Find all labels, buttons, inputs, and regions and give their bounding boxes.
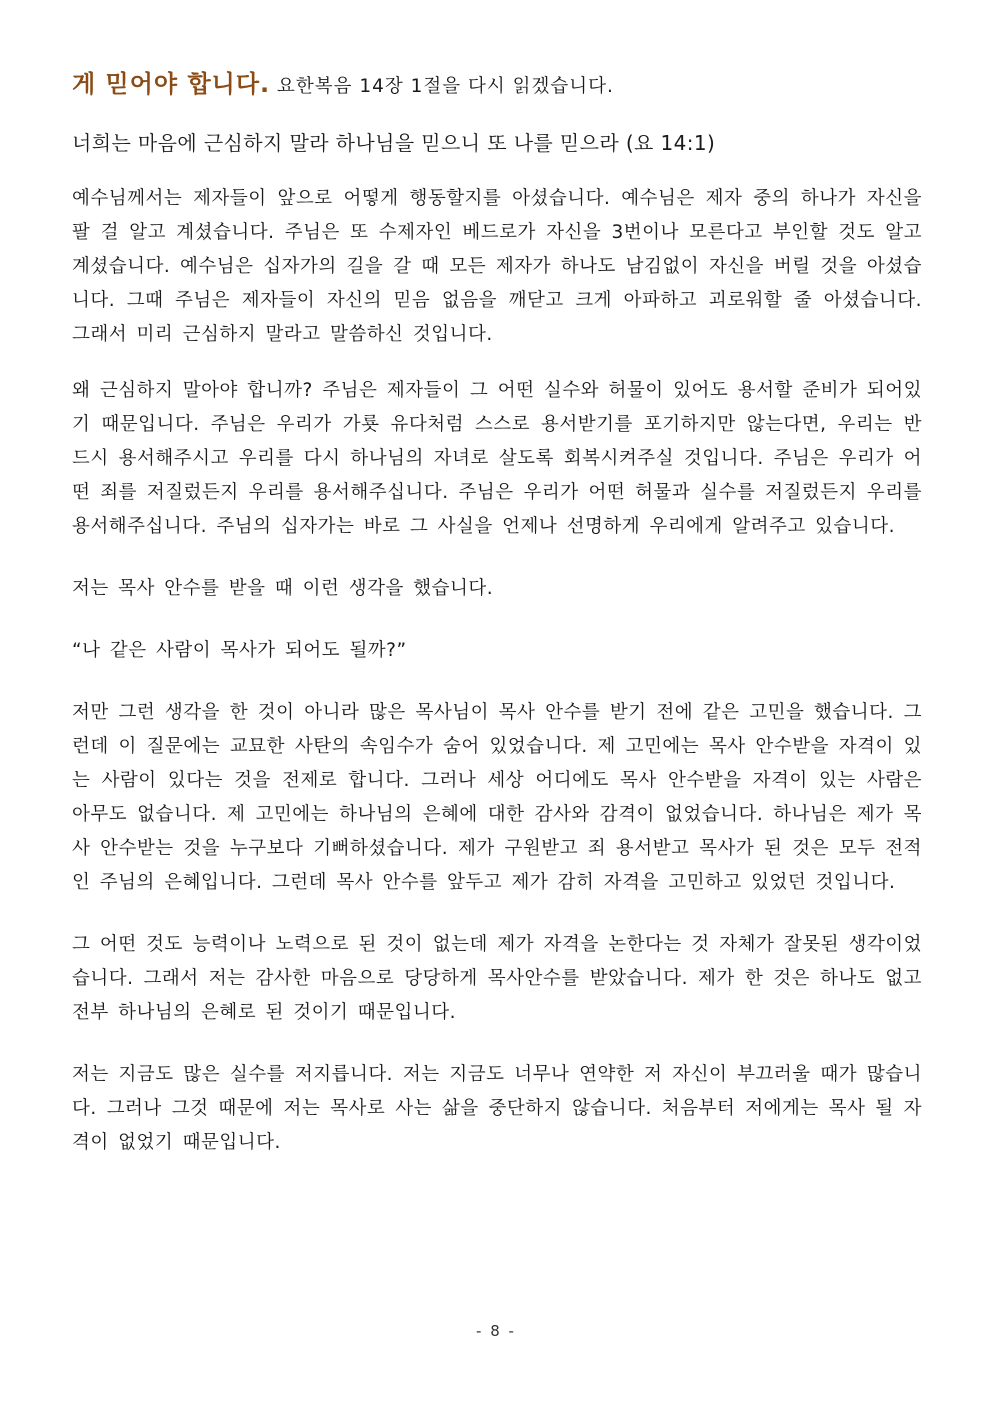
lead-text: 요한복음 14장 1절을 다시 읽겠습니다.: [270, 76, 614, 97]
paragraph-2: 왜 근심하지 말아야 합니까? 주님은 제자들이 그 어떤 실수와 허물이 있어도 용서할 준비가 되어있기 때문입니다. 주님은 우리가 가룟 유다처럼 스스로 용서받기를 포기하지만 않는다면, 우리는 반드시 용서해주시고 우리를 다시 하나님의 자녀로 살도록 회복시켜주실 것입니다. 주님은 우리가 어떤 죄를 저질렀든지 우리를 용서해주십니다. 주님은 우리가 어떤 허물과 실수를 저질렀든지 우리를 용서해주십니다. 주님의 십자가는 바로 그 사실을 언제나 선명하게 우리에게 알려주고 있습니다.: [72, 380, 922, 537]
paragraph-4: 저만 그런 생각을 한 것이 아니라 많은 목사님이 목사 안수를 받기 전에 같은 고민을 했습니다. 그런데 이 질문에는 교묘한 사탄의 속임수가 숨어 있었습니다. 제 고민에는 목사 안수받을 자격이 있는 사람이 있다는 것을 전제로 합니다. 그러나 세상 어디에도 목사 안수받을 자격이 있는 사람은 아무도 없습니다. 제 고민에는 하나님의 은혜에 대한 감사와 감격이 없었습니다. 하나님은 제가 목사 안수받는 것을 누구보다 기뻐하셨습니다. 제가 구원받고 죄 용서받고 목사가 된 것은 모두 전적인 주님의 은혜입니다. 그런데 목사 안수를 앞두고 제가 감히 자격을 고민하고 있었던 것입니다.: [72, 702, 922, 893]
paragraph-5: 그 어떤 것도 능력이나 노력으로 된 것이 없는데 제가 자격을 논한다는 것 자체가 잘못된 생각이었습니다. 그래서 저는 감사한 마음으로 당당하게 목사안수를 받았습니다. 제가 한 것은 하나도 없고 전부 하나님의 은혜로 된 것이기 때문입니다.: [72, 934, 922, 1023]
paragraph-6: 저는 지금도 많은 실수를 저지릅니다. 저는 지금도 너무나 연약한 저 자신이 부끄러울 때가 많습니다. 그러나 그것 때문에 저는 목사로 사는 삶을 중단하지 않습니다. 처음부터 저에게는 목사 될 자격이 없었기 때문입니다.: [72, 1064, 922, 1153]
quote-line: “나 같은 사람이 목사가 되어도 될까?”: [72, 640, 407, 661]
document-page: [72, 62, 922, 1160]
paragraph-3: 저는 목사 안수를 받을 때 이런 생각을 했습니다.: [72, 578, 494, 599]
page-number: - 8 -: [476, 1322, 516, 1340]
paragraph-1: 예수님께서는 제자들이 앞으로 어떻게 행동할지를 아셨습니다. 예수님은 제자 중의 하나가 자신을 팔 걸 알고 계셨습니다. 주님은 또 수제자인 베드로가 자신을 3번이나 모른다고 부인할 것도 알고 계셨습니다. 예수님은 십자가의 길을 갈 때 모든 제자가 하나도 남김없이 자신을 버릴 것을 아셨습니다. 그때 주님은 제자들이 자신의 믿음 없음을 깨닫고 크게 아파하고 괴로워할 줄 아셨습니다. 그래서 미리 근심하지 말라고 말씀하신 것입니다.: [72, 188, 922, 345]
scripture-verse: 너희는 마음에 근심하지 말라 하나님을 믿으니 또 나를 믿으라 (요 14:1): [72, 131, 716, 155]
lead-emphasis: 게 믿어야 합니다.: [72, 70, 271, 98]
lead-line: [72, 62, 922, 106]
